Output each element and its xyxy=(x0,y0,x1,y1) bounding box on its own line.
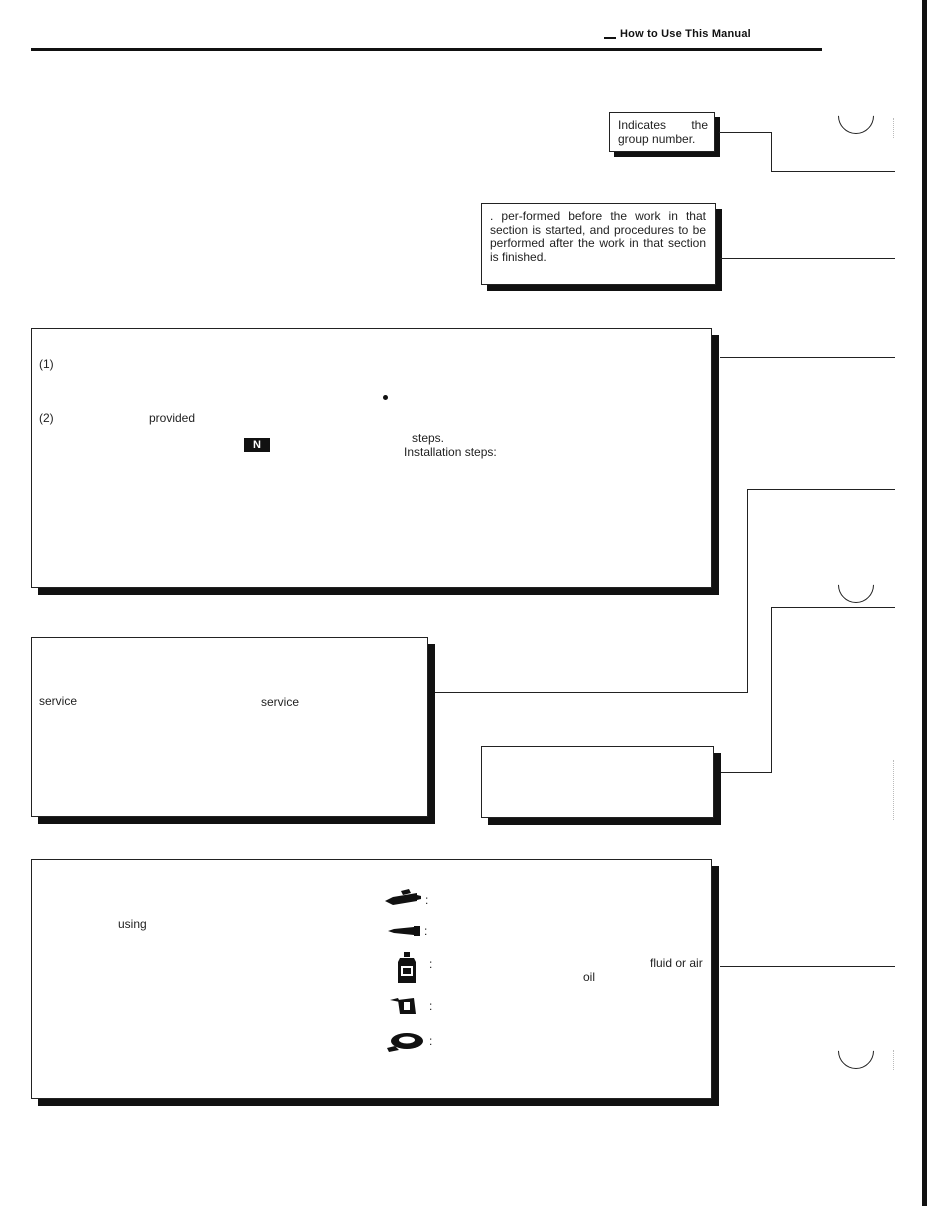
margin-dots-1 xyxy=(893,118,895,138)
grease-tube-icon xyxy=(386,923,422,939)
item-2-number: (2) xyxy=(39,411,54,425)
leader-box1 xyxy=(720,357,895,358)
content-box-2 xyxy=(31,637,428,817)
bullet-mark xyxy=(383,395,388,400)
service-text-a: service xyxy=(39,694,78,708)
leader-box3-h1 xyxy=(720,772,772,773)
leader-box2-h1 xyxy=(433,692,748,693)
content-box-3 xyxy=(481,746,714,818)
margin-dots-3 xyxy=(893,1050,895,1070)
steps-text: steps. xyxy=(412,431,445,445)
grease-gun-icon xyxy=(383,887,423,909)
binding-hole-mark-middle xyxy=(831,560,882,611)
service-text-b: service xyxy=(261,695,300,709)
fluid-or-air-text: fluid or air xyxy=(650,956,703,970)
callout-section-procedures xyxy=(481,203,716,285)
sealing-tape-icon xyxy=(385,1030,425,1054)
leader-section xyxy=(720,258,895,259)
binding-hole-mark-bottom xyxy=(831,1026,882,1077)
leader-box2-h2 xyxy=(747,489,895,490)
icon-colon-1: : xyxy=(425,893,429,907)
callout-section-procedures-text: . per-formed before the work in that section is started, and procedures to be performed after the work in that section is finished. xyxy=(490,209,706,264)
fluid-bottle-icon xyxy=(396,952,418,984)
icon-colon-3: : xyxy=(429,957,433,971)
header-dash xyxy=(604,37,616,39)
installation-steps-text: Installation steps: xyxy=(404,445,497,459)
page-header-title: How to Use This Manual xyxy=(620,28,751,40)
oil-can-icon xyxy=(388,994,418,1016)
margin-dots-2 xyxy=(893,760,895,820)
leader-box2-v xyxy=(747,489,748,693)
leader-box4 xyxy=(720,966,895,967)
icon-colon-4: : xyxy=(429,999,433,1013)
leader-box3-v xyxy=(771,607,772,773)
item-1-number: (1) xyxy=(39,357,54,371)
icon-colon-2: : xyxy=(424,924,428,938)
leader-group-h2 xyxy=(771,171,895,172)
n-badge-icon: N xyxy=(244,438,270,452)
callout-group-number-text: Indicates the group number. xyxy=(618,118,708,146)
content-box-1 xyxy=(31,328,712,588)
header-rule xyxy=(31,48,822,51)
content-box-4 xyxy=(31,859,712,1099)
using-text: using xyxy=(118,917,147,931)
oil-text: oil xyxy=(583,970,596,984)
icon-colon-5: : xyxy=(429,1034,433,1048)
leader-group-v xyxy=(771,132,772,172)
page-edge-bar xyxy=(922,0,927,1206)
provided-text: provided xyxy=(149,411,196,425)
binding-hole-mark-top xyxy=(831,91,882,142)
leader-group-h1 xyxy=(719,132,772,133)
leader-box3-h2 xyxy=(771,607,895,608)
callout-group-number xyxy=(609,112,715,152)
